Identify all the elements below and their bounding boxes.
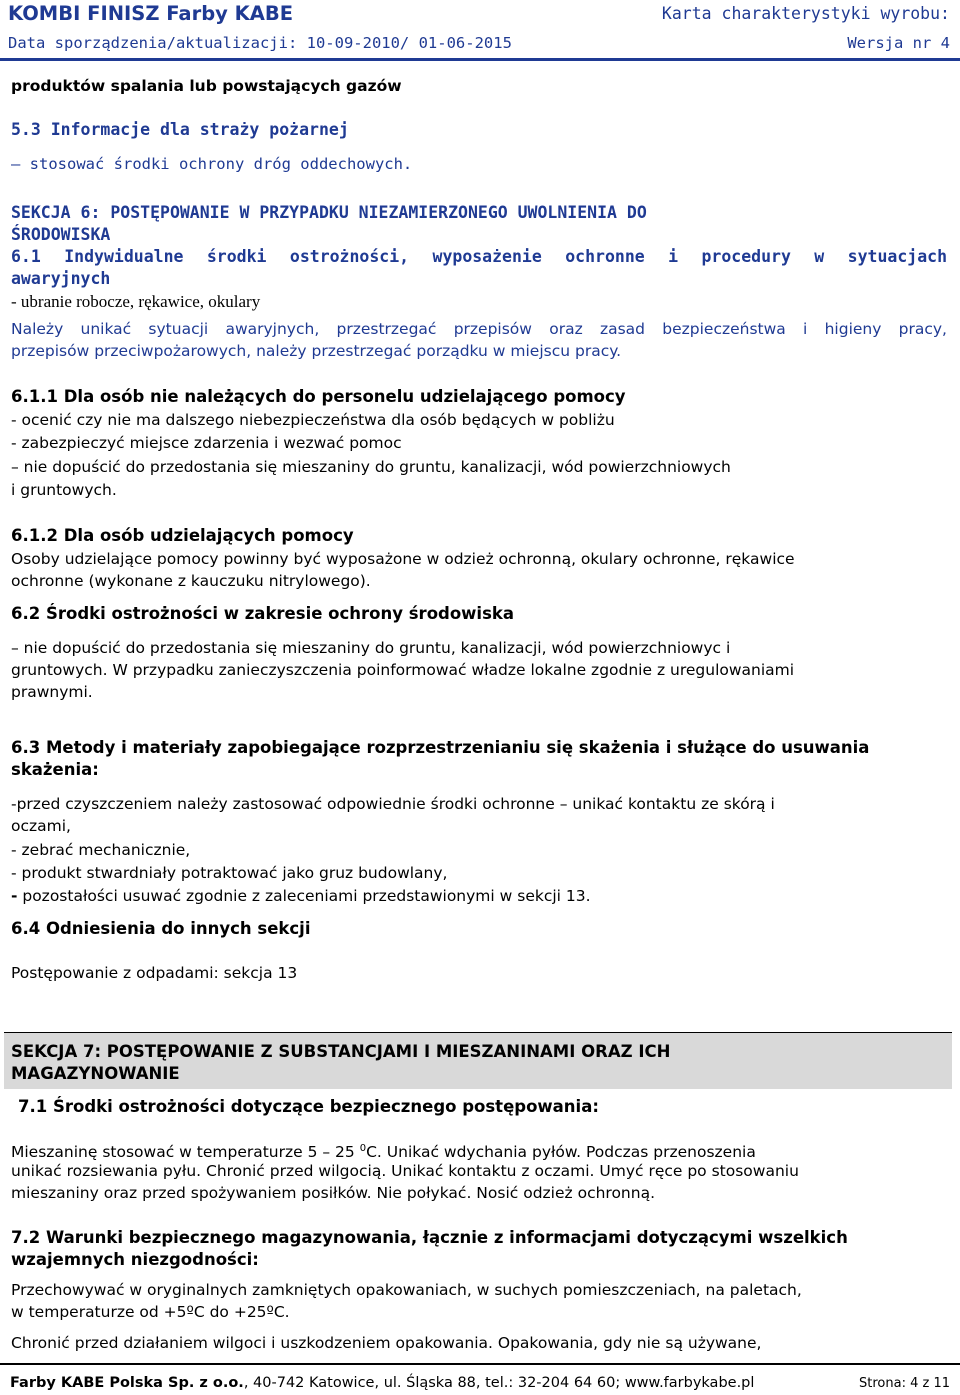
section6-title-line1: SEKCJA 6: POSTĘPOWANIE W PRZYPADKU NIEZAMIERZONEGO UWOLNIENIA DO bbox=[11, 203, 647, 222]
section6-1-1-line3: – nie dopuścić do przedostania się mieszaniny do gruntu, kanalizacji, wód powierzchniowych bbox=[11, 458, 731, 476]
section6-1-1-line2: - zabezpieczyć miejsce zdarzenia i wezwać pomoc bbox=[11, 434, 402, 452]
section6-1-2-line2: ochronne (wykonane z kauczuku nitrylowego). bbox=[11, 572, 371, 590]
section6-3-line2: oczami, bbox=[11, 817, 71, 835]
section6-1-text-line2: przepisów przeciwpożarowych, należy przestrzegać porządku w miejscu pracy. bbox=[11, 342, 622, 360]
footer-address bbox=[10, 1375, 754, 1391]
footer-company: Farby KABE Polska Sp. z o.o. bbox=[10, 1375, 244, 1391]
section6-2-line3: prawnymi. bbox=[11, 683, 93, 701]
section7-2-line2: w temperaturze od +5ºC do +25ºC. bbox=[11, 1303, 290, 1321]
section6-3-line5 bbox=[11, 885, 591, 907]
section7-1-line1-sup: 0 bbox=[359, 1143, 367, 1154]
footer bbox=[10, 1375, 950, 1395]
section6-1-2-title: 6.1.2 Dla osób udzielających pomocy bbox=[11, 526, 354, 545]
section6-4-text: Postępowanie z odpadami: sekcja 13 bbox=[11, 964, 298, 982]
section7-1-title: 7.1 Środki ostrożności dotyczące bezpiecznego postępowania: bbox=[18, 1097, 599, 1116]
section7-2-title-line2: wzajemnych niezgodności: bbox=[11, 1250, 259, 1269]
section6-1-protective-gear: - ubranie robocze, rękawice, okulary bbox=[11, 292, 261, 311]
section6-2-line2: gruntowych. W przypadku zanieczyszczenia poinformować władze lokalne zgodnie z uregulowaniami bbox=[11, 661, 795, 679]
section7-2-line1: Przechowywać w oryginalnych zamkniętych opakowaniach, w suchych pomieszczeniach, na paletach, bbox=[11, 1281, 802, 1299]
section6-1-1-line1: - ocenić czy nie ma dalszego niebezpieczeństwa dla osób będących w pobliżu bbox=[11, 411, 615, 429]
section7-2-line3: Chronić przed działaniem wilgoci i uszkodzeniem opakowania. Opakowania, gdy nie są używane, bbox=[11, 1334, 762, 1352]
footer-divider bbox=[0, 1363, 960, 1365]
header-bottom bbox=[8, 34, 950, 58]
section6-1-title-line2: awaryjnych bbox=[11, 269, 111, 288]
section5-continuation: produktów spalania lub powstających gazów bbox=[11, 77, 402, 95]
section5-3-text: – stosować środki ochrony dróg oddechowych. bbox=[11, 155, 413, 173]
footer-page-number: Strona: 4 z 11 bbox=[859, 1376, 950, 1391]
section7-title-line1: SEKCJA 7: POSTĘPOWANIE Z SUBSTANCJAMI I MIESZANINAMI ORAZ ICH bbox=[11, 1042, 671, 1061]
section6-2-title: 6.2 Środki ostrożności w zakresie ochrony środowiska bbox=[11, 604, 515, 623]
section7-1-line2: unikać rozsiewania pyłu. Chronić przed wilgocią. Unikać kontaktu z oczami. Umyć ręce po stosowaniu bbox=[11, 1162, 799, 1180]
section6-3-line5-text: pozostałości usuwać zgodnie z zaleceniami przedstawionymi w sekcji 13. bbox=[17, 887, 591, 905]
section6-1-1-line4: i gruntowych. bbox=[11, 481, 117, 499]
header-divider bbox=[0, 58, 960, 61]
section6-3-line3: - zebrać mechanicznie, bbox=[11, 841, 191, 859]
header-company-name: KOMBI FINISZ Farby KABE bbox=[8, 2, 294, 25]
section6-4-title: 6.4 Odniesienia do innych sekcji bbox=[11, 919, 311, 938]
section6-1-text-line1: Należy unikać sytuacji awaryjnych, przestrzegać przepisów oraz zasad bezpieczeństwa i higieny pracy, bbox=[11, 320, 947, 338]
header-date-line: Data sporządzenia/aktualizacji: 10-09-2010/ 01-06-2015 bbox=[8, 34, 512, 52]
header-top bbox=[8, 2, 950, 28]
section6-3-line1: -przed czyszczeniem należy zastosować odpowiednie środki ochronne – unikać kontaktu ze skórą i bbox=[11, 795, 775, 813]
section7-1-line1-b: C. Unikać wdychania pyłów. Podczas przenoszenia bbox=[366, 1143, 756, 1161]
section6-3-line4: - produkt stwardniały potraktować jako gruz budowlany, bbox=[11, 864, 448, 882]
section6-title-line2: ŚRODOWISKA bbox=[11, 225, 111, 244]
footer-address-text: , 40-742 Katowice, ul. Śląska 88, tel.: 32-204 64 60; www.farbykabe.pl bbox=[243, 1375, 755, 1391]
section7-1-line3: mieszaniny oraz przed spożywaniem posiłków. Nie połykać. Nosić odzież ochronną. bbox=[11, 1184, 655, 1202]
section6-1-1-title: 6.1.1 Dla osób nie należących do personelu udzielającego pomocy bbox=[11, 387, 626, 406]
section7-title-line2: MAGAZYNOWANIE bbox=[11, 1064, 180, 1083]
section7-title-box bbox=[4, 1032, 952, 1089]
section7-2-title-line1: 7.2 Warunki bezpiecznego magazynowania, łącznie z informacjami dotyczącymi wszelkich bbox=[11, 1228, 848, 1247]
header-card-title: Karta charakterystyki wyrobu: bbox=[661, 4, 950, 23]
section7-1-line1-a: Mieszaninę stosować w temperaturze 5 – 25 bbox=[11, 1143, 360, 1161]
section6-1-title-line1: 6.1 Indywidualne środki ostrożności, wyposażenie ochronne i procedury w sytuacjach bbox=[11, 247, 947, 266]
section6-3-line5-dash: - bbox=[11, 887, 18, 905]
section6-3-title-line2: skażenia: bbox=[11, 760, 99, 779]
section6-1-2-line1: Osoby udzielające pomocy powinny być wyposażone w odzież ochronną, okulary ochronne, rękawice bbox=[11, 550, 795, 568]
header-version: Wersja nr 4 bbox=[847, 34, 950, 52]
section6-3-title-line1: 6.3 Metody i materiały zapobiegające rozprzestrzenianiu się skażenia i służące do usuwania bbox=[11, 738, 870, 757]
section5-3-title: 5.3 Informacje dla straży pożarnej bbox=[11, 120, 349, 139]
section6-2-line1: – nie dopuścić do przedostania się mieszaniny do gruntu, kanalizacji, wód powierzchniowyc i bbox=[11, 639, 731, 657]
